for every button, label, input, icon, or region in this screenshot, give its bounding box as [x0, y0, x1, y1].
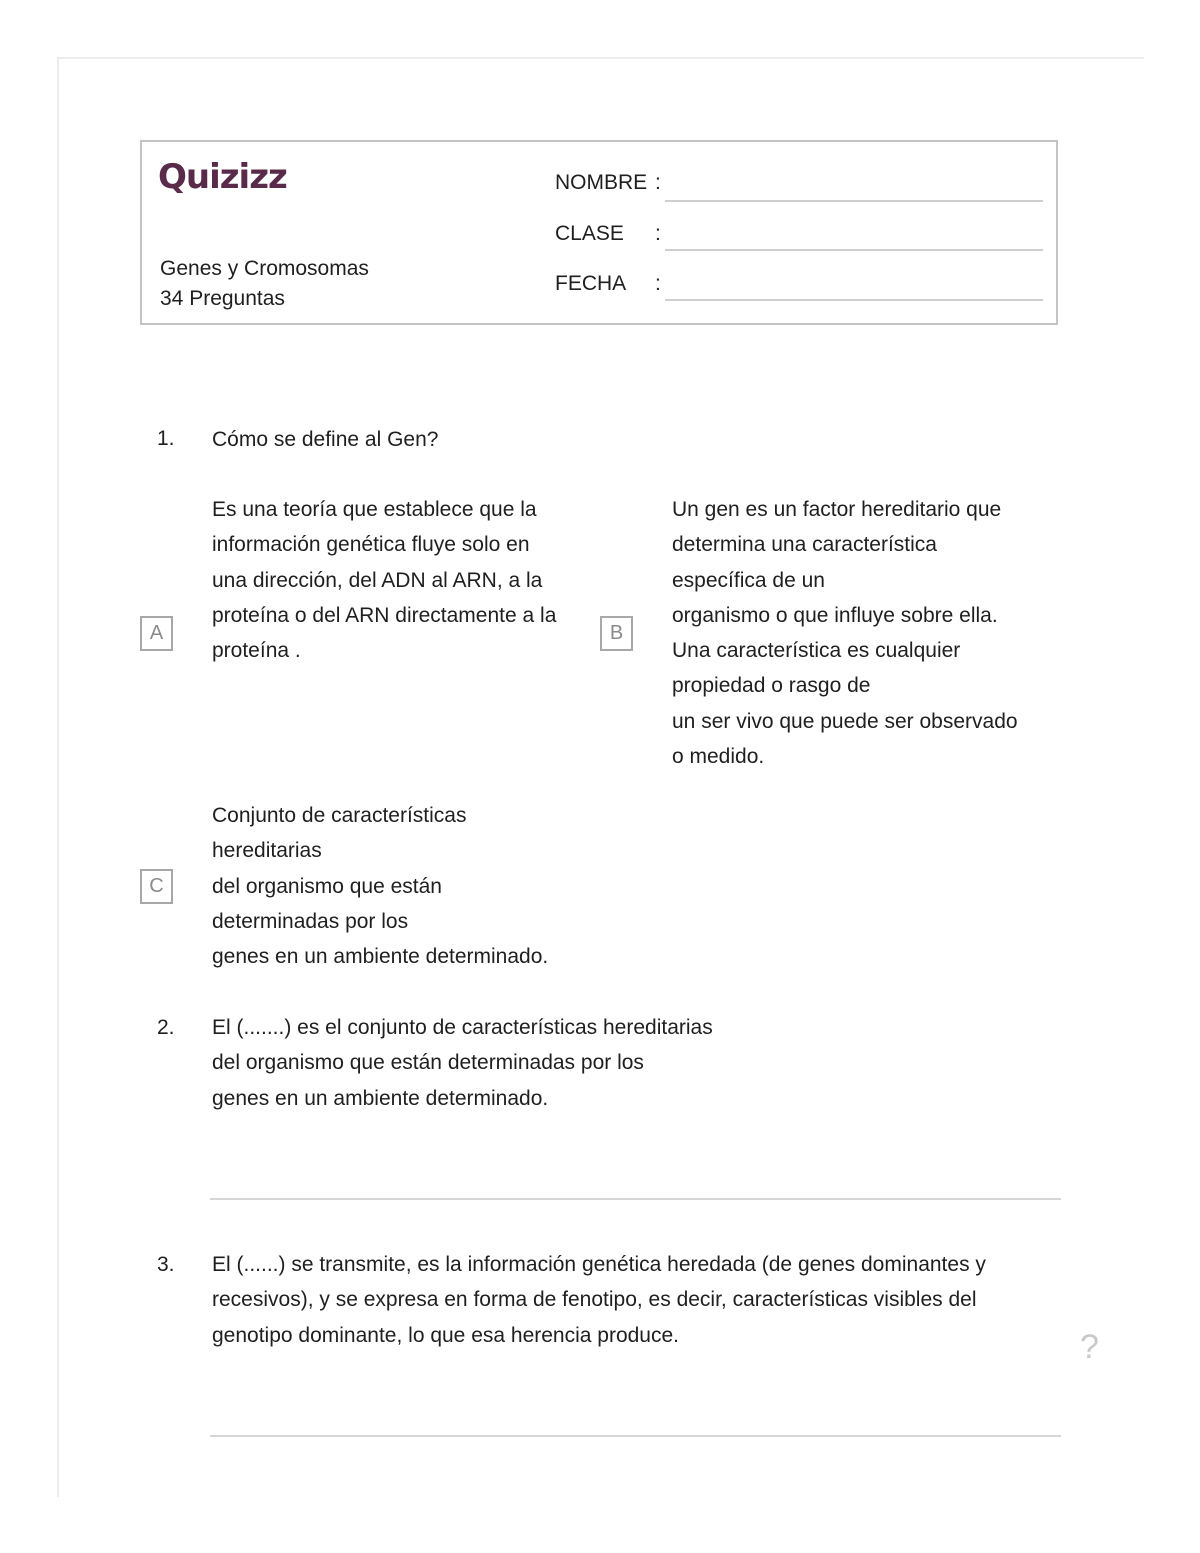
name-line[interactable]	[665, 200, 1043, 202]
question-3-answer-line[interactable]	[210, 1435, 1061, 1437]
quiz-title: Genes y Cromosomas	[160, 257, 369, 280]
option-b-text: Un gen es un factor hereditario que determina una característica específica de un organismo o que influye sobre ella. Una característica es cualquier propiedad o rasgo de un ser vivo que puede ser observado o medido.	[672, 498, 1018, 769]
class-line[interactable]	[665, 249, 1043, 251]
option-a-letter[interactable]: A	[140, 616, 173, 651]
quiz-info	[160, 254, 369, 314]
page-border-top	[58, 57, 1144, 59]
name-field	[555, 171, 661, 195]
class-label: CLASE	[555, 222, 624, 245]
page-border-left	[57, 57, 59, 1497]
question-1-number: 1.	[157, 427, 175, 450]
help-icon[interactable]: ?	[1080, 1328, 1099, 1366]
question-3-text: El (......) se transmite, es la información genética heredada (de genes dominantes y recesivos), y se expresa en forma de fenotipo, es decir, características visibles del genotipo dominante, lo que esa herencia produce.	[212, 1253, 986, 1347]
date-line[interactable]	[665, 299, 1043, 301]
question-2-text: El (.......) es el conjunto de características hereditarias del organismo que están determinadas por los genes en un ambiente determinado.	[212, 1016, 713, 1110]
name-label: NOMBRE	[555, 171, 648, 194]
option-a-text: Es una teoría que establece que la información genética fluye solo en una dirección, del ADN al ARN, a la proteína o del ARN directamente a la proteína .	[212, 498, 557, 663]
question-3-number: 3.	[157, 1253, 175, 1276]
name-colon: :	[655, 171, 661, 194]
class-colon: :	[655, 222, 661, 245]
date-label: FECHA	[555, 272, 627, 295]
date-colon: :	[655, 272, 661, 295]
option-b-letter[interactable]: B	[600, 616, 633, 651]
question-2-answer-line[interactable]	[210, 1198, 1061, 1200]
question-1-text: Cómo se define al Gen?	[212, 428, 439, 451]
class-field	[555, 222, 661, 246]
option-c-text: Conjunto de características hereditarias del organismo que están determinadas por los genes en un ambiente determinado.	[212, 804, 549, 969]
question-count: 34 Preguntas	[160, 287, 285, 310]
quizizz-logo: Quizizz	[158, 157, 287, 197]
question-2-number: 2.	[157, 1016, 175, 1039]
option-c-letter[interactable]: C	[140, 869, 173, 904]
date-field	[555, 272, 661, 296]
